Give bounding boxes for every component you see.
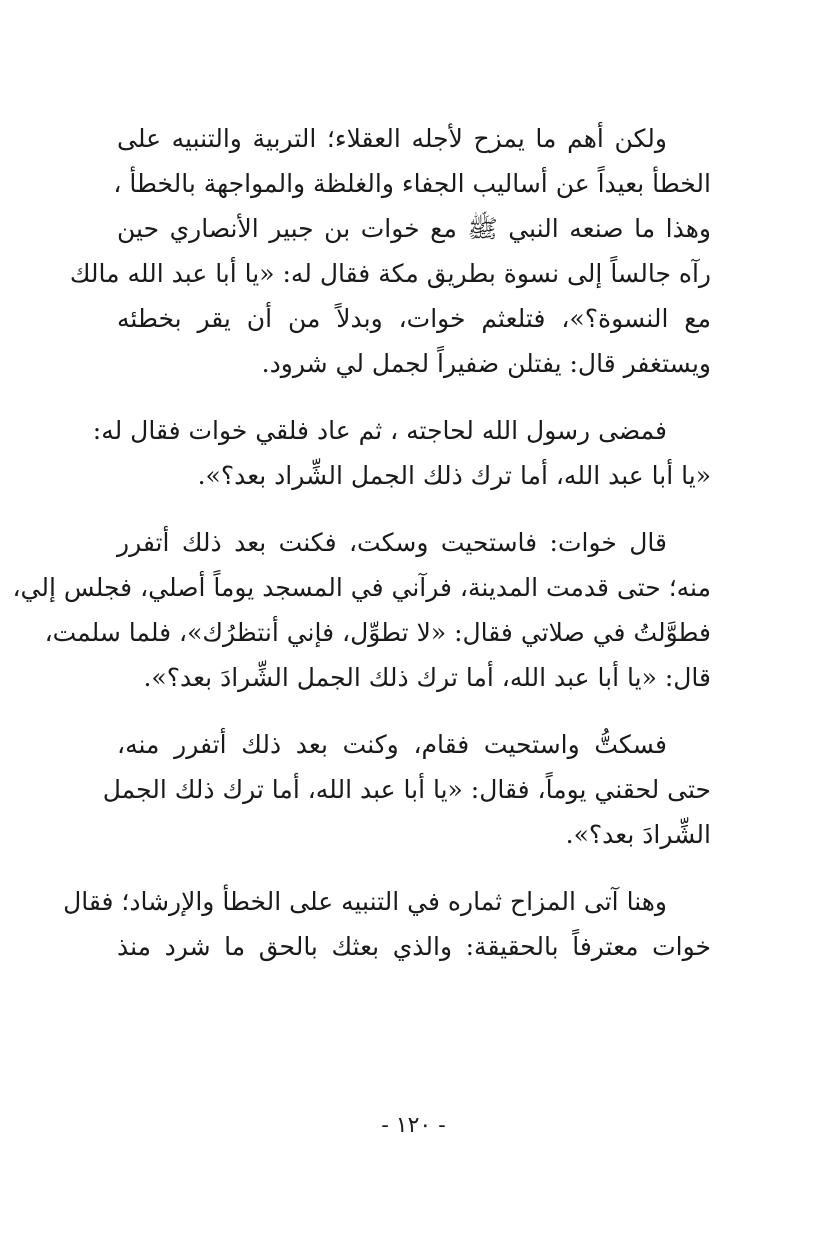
text-line: رآه جالساً إلى نسوة بطريق مكة فقال له: «يا أبا عبد الله مالك — [69, 259, 711, 288]
text-line: وهذا ما صنعه النبي ﷺ مع خوات بن جبير الأنصاري حين — [117, 214, 711, 243]
paragraph-3 — [12, 520, 711, 700]
text-line: منه؛ حتى قدمت المدينة، فرآني في المسجد يوماً أصلي، فجلس إلي، — [12, 573, 711, 602]
text-line: ولكن أهم ما يمزح لأجله العقلاء؛ التربية والتنبيه على — [117, 124, 667, 153]
text-line: قال: «يا أبا عبد الله، أما ترك ذلك الجمل الشِّرادَ بعد؟». — [143, 663, 711, 692]
paragraph-4 — [102, 722, 711, 857]
text-line: فطوَّلتُ في صلاتي فقال: «لا تطوِّل، فإني أنتظرُك»، فلما سلمت، — [44, 618, 711, 647]
text-line: الخطأ بعيداً عن أساليب الجفاء والغلظة والمواجهة بالخطأ ، — [113, 169, 711, 198]
paragraph-5 — [63, 879, 711, 969]
text-line: ويستغفر قال: يفتلن ضفيراً لجمل لي شرود. — [261, 349, 711, 378]
page-body — [12, 116, 711, 991]
paragraph-2 — [92, 408, 711, 498]
text-line: مع النسوة؟»، فتلعثم خوات، وبدلاً من أن يقر بخطئه — [117, 304, 711, 333]
text-line: «يا أبا عبد الله، أما ترك ذلك الجمل الشِّراد بعد؟». — [197, 461, 711, 490]
text-line: فسكتُّ واستحيت فقام، وكنت بعد ذلك أتفرر منه، — [117, 730, 667, 759]
text-line: قال خوات: فاستحيت وسكت، فكنت بعد ذلك أتفرر — [117, 528, 667, 557]
text-line: وهنا آتى المزاح ثماره في التنبيه على الخطأ والإرشاد؛ فقال — [63, 887, 667, 916]
text-line: الشِّرادَ بعد؟». — [565, 820, 711, 849]
paragraph-1 — [69, 116, 711, 386]
text-line: حتى لحقني يوماً، فقال: «يا أبا عبد الله، أما ترك ذلك الجمل — [102, 775, 711, 804]
text-line: فمضى رسول الله لحاجته ، ثم عاد فلقي خوات فقال له: — [92, 416, 667, 445]
text-line: خوات معترفاً بالحقيقة: والذي بعثك بالحق ما شرد منذ — [117, 932, 711, 961]
page-number: - ١٢٠ - — [381, 1113, 446, 1138]
